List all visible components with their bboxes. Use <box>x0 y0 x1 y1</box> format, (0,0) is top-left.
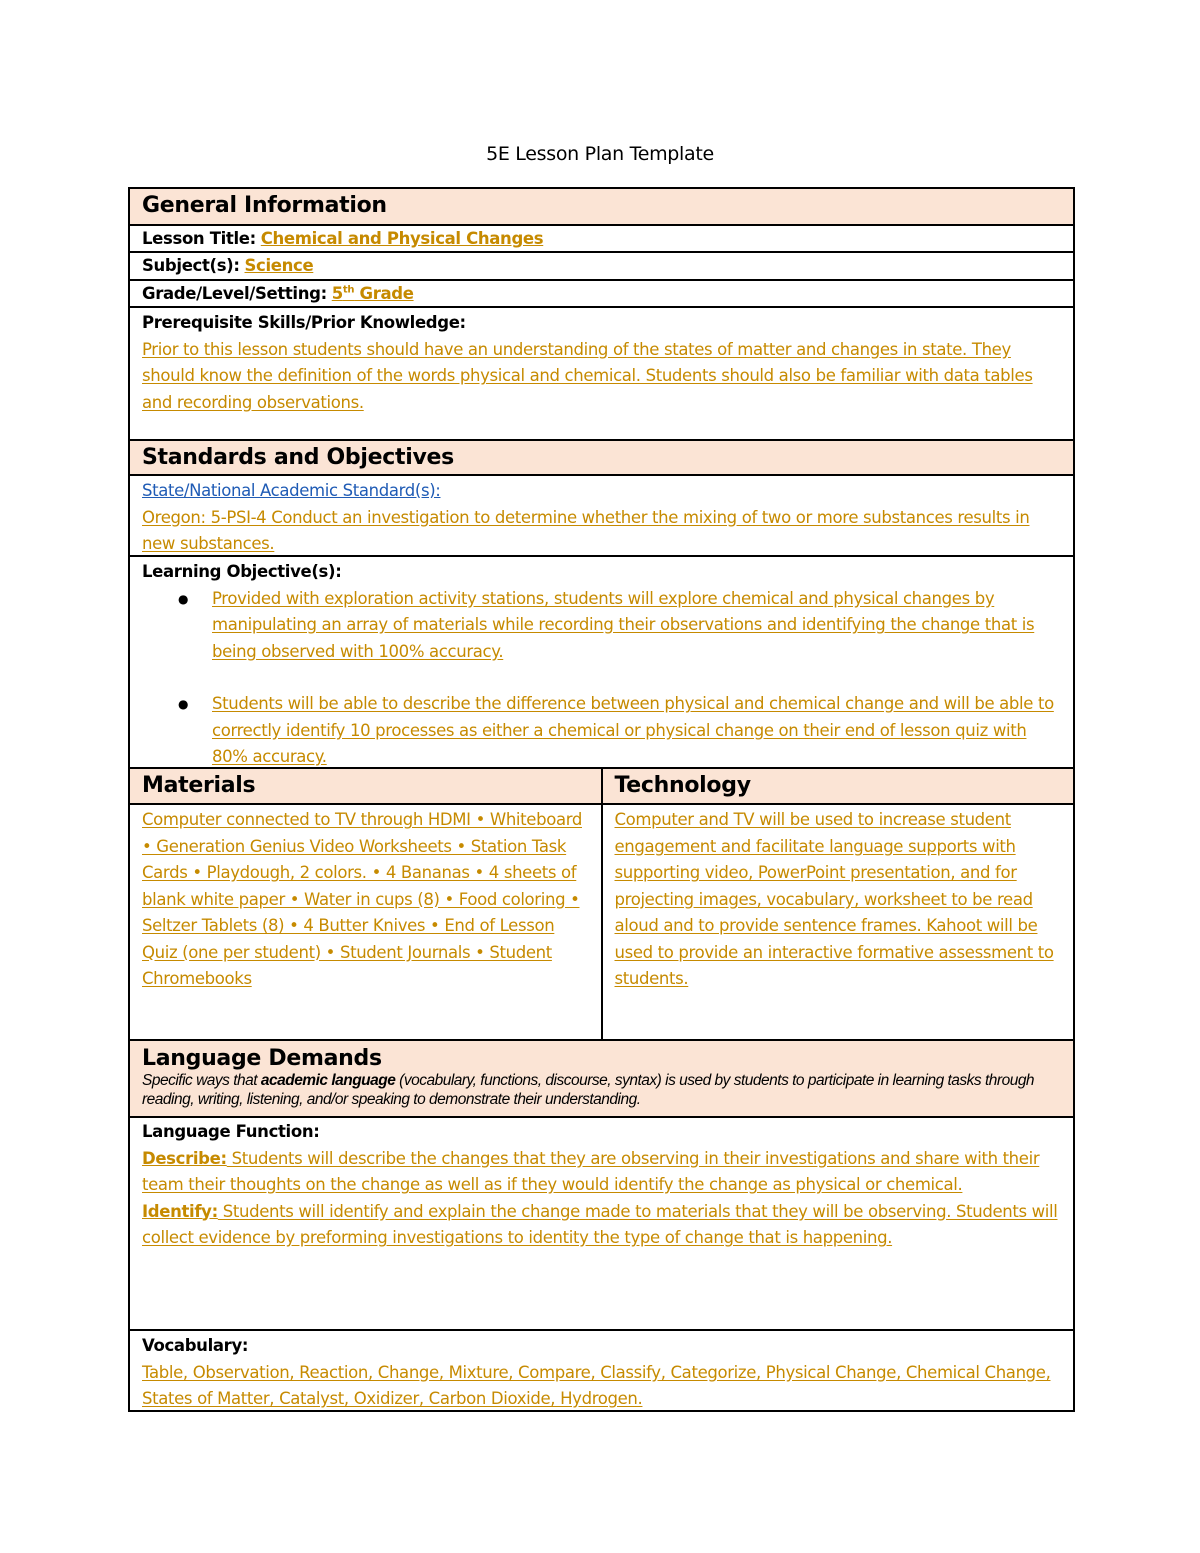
general-information-header: General Information <box>130 189 1073 226</box>
materials-header: Materials <box>130 769 603 803</box>
document-title: 5E Lesson Plan Template <box>486 143 714 165</box>
grade-number: 5 <box>331 284 343 303</box>
lesson-plan-table <box>128 187 1075 1412</box>
subject-value: Science <box>244 256 314 275</box>
objective-item: ● Provided with exploration activity stations, students will explore chemical and physical changes by manipulating an array of materials while recording their observations and identifying the change that is being observed with 100% accuracy. <box>212 586 1061 666</box>
objectives-label: Learning Objective(s): <box>142 562 342 581</box>
identify-label: Identify: <box>142 1201 218 1221</box>
identify-text: Students will identify and explain the change made to materials that they will be observing. Students will collect evidence by preforming investigations to identity the type of change that is happening. <box>142 1201 1058 1247</box>
language-function-label: Language Function: <box>142 1122 320 1141</box>
vocabulary-label: Vocabulary: <box>142 1336 249 1355</box>
lesson-title-value: Chemical and Physical Changes <box>260 229 544 248</box>
vocabulary-row <box>130 1331 1073 1412</box>
lesson-title-label: Lesson Title: <box>142 229 256 248</box>
objective-item: ● Students will be able to describe the difference between physical and chemical change and will be able to correctly identify 10 processes as either a chemical or physical change on their end of lesson quiz with 80% accuracy. <box>212 691 1061 771</box>
materials-text: Computer connected to TV through HDMI • Whiteboard • Generation Genius Video Worksheets • Station Task Cards • Playdough, 2 colors. • 4 Bananas • 4 sheets of blank white paper • Water in cups (8) • Food coloring • Seltzer Tablets (8) • 4 Butter Knives • End of Lesson Quiz (one per student) • Student Journals • Student Chromebooks <box>142 810 582 988</box>
prerequisite-label: Prerequisite Skills/Prior Knowledge: <box>142 313 466 332</box>
objectives-row <box>130 557 1073 769</box>
lesson-title-row <box>130 226 1073 253</box>
language-function-row <box>130 1118 1073 1331</box>
standard-label-link[interactable]: State/National Academic Standard(s): <box>142 481 441 500</box>
technology-text: Computer and TV will be used to increase student engagement and facilitate language supports with supporting video, PowerPoint presentation, and for projecting images, vocabulary, worksheet to be read aloud and to provide sentence frames. Kahoot will be used to provide an interactive formative assessment to students. <box>614 810 1054 988</box>
subject-label: Subject(s): <box>142 256 240 275</box>
grade-suffix: th <box>342 284 355 296</box>
describe-text: Students will describe the changes that they are observing in their investigations and share with their team their thoughts on the change as well as if they would identify the change as physical or chemical. <box>142 1148 1040 1194</box>
materials-technology-row <box>130 805 1073 1041</box>
materials-cell <box>130 805 603 1039</box>
prerequisite-text: Prior to this lesson students should have an understanding of the states of matter and changes in state. They should know the definition of the words physical and chemical. Students should also be familiar with data tables and recording observations. <box>142 339 1033 412</box>
vocabulary-text: Table, Observation, Reaction, Change, Mixture, Compare, Classify, Categorize, Physical Change, Chemical Change, States of Matter, Catalyst, Oxidizer, Carbon Dioxide, Hydrogen. <box>142 1362 1051 1408</box>
materials-technology-header-row <box>130 769 1073 805</box>
grade-value <box>332 284 414 303</box>
standards-objectives-header: Standards and Objectives <box>130 441 1073 476</box>
prerequisite-row <box>130 308 1073 441</box>
describe-label: Describe: <box>142 1148 227 1168</box>
grade-label: Grade/Level/Setting: <box>142 284 327 303</box>
technology-cell <box>603 805 1074 1039</box>
technology-header: Technology <box>603 769 1074 803</box>
identify-function <box>142 1199 1061 1252</box>
language-demands-header <box>130 1041 1073 1118</box>
language-demands-title: Language Demands <box>142 1046 382 1071</box>
grade-word: Grade <box>359 284 414 303</box>
standard-text: Oregon: 5-PSI-4 Conduct an investigation to determine whether the mixing of two or more substances results in new substances. <box>142 507 1030 553</box>
language-demands-description: Specific ways that academic language (vocabulary, functions, discourse, syntax) is used by students to participate in learning tasks through reading, writing, listening, and/or speaking to demonstrate their understanding. <box>142 1072 1035 1108</box>
standards-row <box>130 476 1073 557</box>
objectives-list <box>142 586 1061 771</box>
subject-row <box>130 253 1073 281</box>
grade-row <box>130 281 1073 308</box>
describe-function <box>142 1146 1061 1199</box>
